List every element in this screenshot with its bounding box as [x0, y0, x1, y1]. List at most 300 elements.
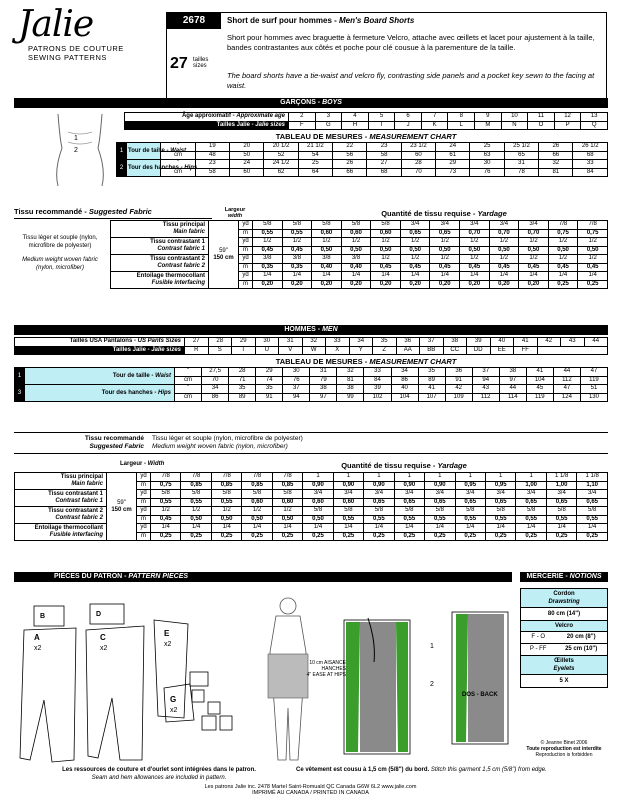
measure-cell: 24 — [230, 160, 264, 169]
yardage-cell: 1/2 — [151, 507, 181, 516]
men-hips-label — [25, 385, 175, 402]
metre-cell: 0,50 — [489, 246, 519, 255]
boys-fabric-name — [111, 255, 209, 272]
yardage-cell: 1/4 — [489, 272, 519, 281]
metre-cell: 0,20 — [489, 280, 519, 289]
yardage-cell: 1/4 — [211, 524, 241, 533]
yardage-cell: 3/8 — [253, 255, 283, 264]
boys-width-cell — [209, 221, 239, 289]
size-cell: J — [395, 121, 422, 130]
measure-cell: 78 — [504, 168, 538, 177]
measure-cell: 38 — [499, 368, 526, 377]
unit-m: m — [239, 263, 253, 272]
measure-cell: 20 — [230, 143, 264, 152]
boys-fabric-title — [14, 207, 212, 219]
fabric-fr: Tissu contrastant 1 — [150, 239, 205, 245]
age-cell: 6 — [395, 113, 422, 122]
yardage-cell: 1/4 — [430, 272, 460, 281]
piece-h-shape — [190, 672, 208, 686]
measure-cell: 29 — [256, 368, 283, 377]
yardage-cell: 5/8 — [394, 507, 424, 516]
measure-cell: 35 — [256, 385, 283, 394]
metre-cell: 1,10 — [577, 481, 608, 490]
unit-cm: cm — [161, 151, 195, 160]
unit-in: " — [175, 385, 202, 394]
men-fabric-label — [14, 435, 144, 451]
description-fr: Short pour hommes avec braguette à fermeture Velcro, attache avec œillets et lacet pour ajustement à la taille, bandes contrastantes aux côtés et poche pour clé cousue à la parementure de la taille. — [227, 33, 595, 52]
metre-cell: 0,60 — [272, 498, 302, 507]
yardage-cell: 3/4 — [333, 490, 363, 499]
yardage-cell: 3/4 — [577, 490, 608, 499]
yardage-cell: 1/4 — [341, 272, 371, 281]
metre-cell: 0,55 — [485, 515, 515, 524]
metre-cell: 0,40 — [312, 263, 342, 272]
yardage-cell: 1/2 — [341, 238, 371, 247]
metre-cell: 0,70 — [519, 229, 549, 238]
yardage-cell: 1/2 — [282, 238, 312, 247]
unit-cm: cm — [175, 376, 202, 385]
yardage-cell: 1/2 — [253, 238, 283, 247]
measure-cell: 58 — [367, 151, 401, 160]
size-cell: FF — [514, 346, 538, 355]
yardage-cell: 7/8 — [181, 473, 211, 482]
metre-cell: 0,55 — [181, 498, 211, 507]
men-chart-title — [124, 357, 608, 367]
yardage-cell: 7/8 — [548, 221, 578, 230]
metre-cell: 0,65 — [400, 229, 430, 238]
measure-cell: 89 — [418, 376, 445, 385]
us-size-cell: 44 — [584, 338, 608, 347]
measure-cell: 47 — [553, 385, 580, 394]
measure-cell: 26 — [539, 143, 573, 152]
measure-cell: 25 — [298, 160, 332, 169]
svg-text:x2: x2 — [100, 645, 108, 652]
yardage-cell: 1/2 — [181, 507, 211, 516]
measure-cell: 44 — [553, 368, 580, 377]
measure-cell: 104 — [526, 376, 553, 385]
metre-cell: 0,55 — [577, 515, 608, 524]
measure-cell: 68 — [367, 168, 401, 177]
copyright-text: © Jeanne Binet 2006 — [540, 740, 588, 746]
yardage-cell: 1/4 — [181, 524, 211, 533]
piece-c-shape — [86, 626, 144, 760]
measure-cell: 109 — [445, 393, 472, 402]
metre-cell: 0,55 — [333, 515, 363, 524]
unit-in: " — [161, 160, 195, 169]
size-cell: S — [208, 346, 232, 355]
drawstring-en: Drawstring — [548, 599, 580, 605]
measure-number-2: 2 — [117, 160, 127, 177]
seam-en: Seam and hem allowances are included in pattern. — [91, 775, 227, 781]
boys-fabric-row-yd — [111, 221, 608, 230]
velcro-fo-label: F - O — [531, 634, 546, 640]
piece-g-shape — [164, 684, 194, 722]
metre-cell: 0,50 — [211, 515, 241, 524]
yardage-cell: 1/4 — [272, 524, 302, 533]
us-size-cell: 32 — [302, 338, 326, 347]
boys-fabric-name — [111, 238, 209, 255]
unit-yd: yd — [137, 524, 151, 533]
yardage-cell: 1/2 — [519, 255, 549, 264]
size-cell: BB — [420, 346, 444, 355]
pieces-bar-fill — [254, 572, 512, 582]
drawstring-value: 80 cm (14") — [521, 607, 607, 620]
metre-cell: 0,45 — [282, 246, 312, 255]
measure-cell: 19 — [195, 143, 229, 152]
yardage-cell: 1/4 — [312, 272, 342, 281]
measure-cell: 24 1/2 — [264, 160, 298, 169]
measure-cell: 36 — [445, 368, 472, 377]
metre-cell: 0,90 — [364, 481, 394, 490]
unit-yd: yd — [137, 507, 151, 516]
men-fabric-desc — [152, 435, 303, 451]
measure-cell: 114 — [499, 393, 526, 402]
copyright — [520, 740, 608, 758]
metre-cell: 0,55 — [211, 498, 241, 507]
metre-cell: 1,00 — [546, 481, 576, 490]
width-in: 59" — [117, 499, 126, 506]
sizes-label-fr: tailles — [193, 57, 209, 63]
yardage-cell: 1/4 — [253, 272, 283, 281]
measure-cell: 94 — [283, 393, 310, 402]
measure-cell: 48 — [195, 151, 229, 160]
metre-cell: 0,85 — [181, 481, 211, 490]
fabric-en: Main fabric — [71, 481, 103, 487]
yardage-cell: 1/2 — [578, 238, 608, 247]
boys-fabric-desc — [14, 234, 106, 272]
measure-cell: 86 — [202, 393, 229, 402]
measure-cell: 76 — [470, 168, 504, 177]
piece-l-shape — [220, 716, 232, 730]
metre-cell: 0,70 — [489, 229, 519, 238]
pieces-bar-fr: PIÈCES DU PATRON - — [54, 573, 129, 580]
men-bar — [14, 325, 608, 335]
yardage-cell: 3/4 — [364, 490, 394, 499]
men-jalie-sizes-label — [15, 346, 185, 355]
eyelets-en: Eyelets — [553, 666, 575, 672]
fabric-en: Contrast fabric 2 — [157, 263, 205, 269]
yardage-cell: 5/8 — [425, 507, 455, 516]
age-cell: 12 — [554, 113, 581, 122]
metre-cell: 0,45 — [371, 263, 401, 272]
metre-cell: 0,75 — [151, 481, 181, 490]
fabric-en: Main fabric — [173, 229, 205, 235]
men-hips-label-en: Hips — [157, 389, 171, 396]
measure-cell: 28 — [401, 160, 435, 169]
measure-cell: 76 — [283, 376, 310, 385]
yardage-cell: 1/4 — [460, 272, 490, 281]
boys-hips-label-fr: Tour des hanches - — [128, 164, 185, 171]
measure-cell: 30 — [283, 368, 310, 377]
metre-cell: 0,20 — [430, 280, 460, 289]
metre-cell: 0,85 — [242, 481, 272, 490]
metre-cell: 0,25 — [394, 532, 424, 541]
us-size-cell: 35 — [373, 338, 397, 347]
yardage-cell: 1/2 — [430, 238, 460, 247]
metre-cell: 0,45 — [430, 263, 460, 272]
measure-cell: 81 — [337, 376, 364, 385]
yardage-cell: 1/4 — [394, 524, 424, 533]
yardage-cell: 7/8 — [211, 473, 241, 482]
us-size-cell: 34 — [349, 338, 373, 347]
metre-cell: 0,40 — [341, 263, 371, 272]
measure-cell: 26 1/2 — [573, 143, 608, 152]
size-cell: K — [421, 121, 448, 130]
yardage-cell: 1/2 — [460, 238, 490, 247]
measure-cell: 21 1/2 — [298, 143, 332, 152]
men-fabric-name — [15, 473, 107, 490]
unit-yd: yd — [239, 255, 253, 264]
fabric-en: Fusible interfacing — [151, 280, 205, 286]
size-cell: O — [528, 121, 555, 130]
fabric-fr: Tissu contrastant 1 — [48, 491, 103, 497]
measure-cell: 64 — [298, 168, 332, 177]
men-width-label-fr: Largeur - — [120, 461, 148, 467]
measure-cell: 66 — [333, 168, 367, 177]
size-cell: T — [232, 346, 256, 355]
us-sizes-label — [15, 338, 185, 347]
measure-cell: 29 — [436, 160, 470, 169]
unit-yd: yd — [239, 238, 253, 247]
men-measurement-table — [14, 367, 608, 402]
velcro-fo-value: 20 cm (8") — [566, 634, 596, 640]
measure-cell: 130 — [580, 393, 607, 402]
metre-cell: 0,45 — [548, 263, 578, 272]
metre-cell: 0,25 — [516, 532, 546, 541]
us-size-cell: 42 — [537, 338, 561, 347]
fabric-en: Contrast fabric 2 — [55, 515, 103, 521]
yardage-cell: 7/8 — [151, 473, 181, 482]
size-cell: W — [302, 346, 326, 355]
boys-yardage-table — [110, 220, 608, 289]
boys-fabric-row-yd — [111, 238, 608, 247]
measure-cell: 40 — [391, 385, 418, 394]
men-waist-label-en: Waist — [155, 372, 171, 379]
brand-sub-en: SEWING PATTERNS — [28, 53, 107, 62]
measure-cell: 112 — [472, 393, 499, 402]
men-fabric-label-fr: Tissu recommandé — [84, 435, 144, 442]
size-cell: L — [448, 121, 475, 130]
measure-cell: 41 — [526, 368, 553, 377]
measure-number-3: 3 — [15, 385, 25, 402]
age-cell: 11 — [528, 113, 555, 122]
metre-cell: 0,65 — [455, 498, 485, 507]
yardage-cell: 1/4 — [577, 524, 608, 533]
velcro-row-2 — [521, 643, 607, 655]
boys-fabric-name — [111, 272, 209, 289]
men-yardage-en: Yardage — [437, 461, 467, 470]
boys-width-label — [222, 207, 248, 219]
yardage-cell: 1/4 — [425, 524, 455, 533]
men-size-table — [14, 337, 608, 355]
metre-cell: 0,45 — [400, 263, 430, 272]
svg-text:x2: x2 — [34, 645, 42, 652]
metre-cell: 0,55 — [425, 515, 455, 524]
measure-cell: 34 — [202, 385, 229, 394]
yardage-cell: 1 — [333, 473, 363, 482]
measure-cell: 47 — [580, 368, 607, 377]
age-cell: 3 — [315, 113, 342, 122]
yardage-cell: 3/4 — [516, 490, 546, 499]
velcro-pff-value: 25 cm (10") — [565, 646, 598, 652]
measure-cell: 20 1/2 — [264, 143, 298, 152]
men-yardage-fr: Quantité de tissu requise - — [341, 461, 438, 470]
unit-m: m — [239, 280, 253, 289]
yardage-cell: 5/8 — [151, 490, 181, 499]
mark-1-label: 1 — [430, 643, 434, 650]
boys-bar-fr: GARÇONS - — [280, 99, 323, 106]
metre-cell: 0,50 — [242, 515, 272, 524]
metre-cell: 0,90 — [333, 481, 363, 490]
yardage-cell: 1/4 — [242, 524, 272, 533]
yardage-cell: 1/2 — [312, 238, 342, 247]
fabric-fr: Entoilage thermocollant — [34, 525, 103, 531]
stitch-note — [296, 766, 606, 774]
brand-logo — [18, 6, 136, 74]
age-cell: 5 — [368, 113, 395, 122]
svg-text:C: C — [100, 633, 106, 642]
boys-hips-label-en: Hips — [184, 164, 198, 171]
measure-cell: 97 — [499, 376, 526, 385]
fabric-fr: Tissu principal — [60, 474, 103, 480]
measure-cell: 37 — [283, 385, 310, 394]
board-shorts-illustration — [256, 592, 516, 768]
metre-cell: 0,55 — [253, 229, 283, 238]
size-cell: R — [185, 346, 209, 355]
yardage-cell: 1 1/8 — [577, 473, 608, 482]
boys-waist-label-fr: Tour de taille - — [128, 147, 171, 154]
yardage-cell: 5/8 — [371, 221, 401, 230]
yardage-cell: 1/2 — [211, 507, 241, 516]
boys-fabric-title-en: Suggested Fabric — [88, 207, 152, 216]
metre-cell: 0,50 — [181, 515, 211, 524]
rights-en: Reproduction is forbidden — [535, 752, 593, 758]
age-cell: 4 — [342, 113, 369, 122]
yardage-cell: 5/8 — [455, 507, 485, 516]
metre-cell: 0,20 — [341, 280, 371, 289]
yardage-cell: 1 — [516, 473, 546, 482]
yardage-cell: 1/2 — [548, 238, 578, 247]
yardage-cell: 1/2 — [430, 255, 460, 264]
metre-cell: 0,25 — [303, 532, 333, 541]
age-cell: 10 — [501, 113, 528, 122]
measure-cell: 60 — [230, 168, 264, 177]
rights-fr: Toute reproduction est interdite — [526, 746, 602, 752]
yardage-cell: 1/2 — [578, 255, 608, 264]
yardage-cell: 5/8 — [272, 490, 302, 499]
size-cell: G — [315, 121, 342, 130]
measure-cell: 124 — [553, 393, 580, 402]
yardage-cell: 1/2 — [400, 238, 430, 247]
jalie-sizes-label-en: Jalie sizes — [255, 121, 285, 128]
svg-text:1: 1 — [74, 135, 78, 142]
boys-yardage-title — [280, 209, 608, 218]
title-fr: Short de surf pour hommes - — [227, 16, 340, 25]
yardage-cell: 3/4 — [485, 490, 515, 499]
us-size-cell: 29 — [232, 338, 256, 347]
unit-cm: cm — [161, 168, 195, 177]
metre-cell: 0,25 — [485, 532, 515, 541]
us-size-cell: 38 — [443, 338, 467, 347]
boys-width-label-fr: Largeur — [224, 207, 246, 213]
unit-m: m — [137, 532, 151, 541]
yardage-cell: 1/2 — [272, 507, 302, 516]
yardage-cell: 1/2 — [400, 255, 430, 264]
measure-cell: 23 1/2 — [401, 143, 435, 152]
boys-yardage-en: Yardage — [477, 209, 507, 218]
yardage-cell: 5/8 — [485, 507, 515, 516]
men-hips-label-fr: Tour des hanches - — [101, 389, 158, 396]
boys-chart-title-fr: TABLEAU DE MESURES - — [275, 132, 370, 141]
measure-cell: 22 — [333, 143, 367, 152]
sizes-label — [193, 57, 208, 69]
unit-m: m — [137, 515, 151, 524]
yardage-cell: 1/4 — [151, 524, 181, 533]
description-en: The board shorts have a tie-waist and velcro fly, contrasting side panels and a pocket key sewn to the facing at waist. — [227, 71, 595, 90]
header-box — [166, 12, 607, 106]
us-size-cell: 43 — [561, 338, 585, 347]
boys-age-row — [125, 113, 608, 122]
size-cell: I — [368, 121, 395, 130]
metre-cell: 0,65 — [394, 498, 424, 507]
size-cell: X — [326, 346, 350, 355]
measure-cell: 102 — [364, 393, 391, 402]
metre-cell: 0,20 — [460, 280, 490, 289]
size-cell: H — [342, 121, 369, 130]
metre-cell: 0,85 — [272, 481, 302, 490]
ease-fr: 10 cm AISANCE HANCHES — [309, 660, 346, 672]
pieces-bar-en: PATTERN PIECES — [128, 573, 189, 580]
fabric-fr: Tissu principal — [162, 222, 205, 228]
age-cell: 7 — [421, 113, 448, 122]
yardage-cell: 3/8 — [282, 255, 312, 264]
measure-cell: 23 — [195, 160, 229, 169]
metre-cell: 0,25 — [546, 532, 576, 541]
metre-cell: 0,25 — [425, 532, 455, 541]
boy-figure-icon — [40, 110, 120, 188]
drawstring-fr: Cordon — [553, 591, 575, 597]
boys-fabric-name — [111, 221, 209, 238]
us-sizes-label-en: US Pants Sizes — [137, 338, 181, 345]
metre-cell: 0,45 — [253, 246, 283, 255]
us-size-cell: 28 — [208, 338, 232, 347]
fabric-en: Contrast fabric 1 — [55, 498, 103, 504]
svg-text:2: 2 — [74, 147, 78, 154]
yardage-cell: 1 — [485, 473, 515, 482]
metre-cell: 0,50 — [460, 246, 490, 255]
metre-cell: 0,25 — [578, 280, 608, 289]
yardage-cell: 3/4 — [425, 490, 455, 499]
metre-cell: 0,45 — [460, 263, 490, 272]
unit-yd: yd — [239, 272, 253, 281]
measure-number-1: 1 — [117, 143, 127, 160]
us-size-cell: 33 — [326, 338, 350, 347]
boys-fabric-row-yd — [111, 272, 608, 281]
metre-cell: 0,50 — [341, 246, 371, 255]
men-fabric-row-yd — [15, 507, 608, 516]
metre-cell: 0,50 — [312, 246, 342, 255]
men-chart-title-fr: TABLEAU DE MESURES - — [275, 357, 370, 366]
metre-cell: 0,20 — [282, 280, 312, 289]
metre-cell: 0,50 — [400, 246, 430, 255]
svg-text:B: B — [40, 613, 46, 620]
brand-sub-fr: PATRONS DE COUTURE — [28, 44, 124, 53]
size-cell-empty — [537, 346, 608, 355]
measure-cell: 91 — [445, 376, 472, 385]
metre-cell: 0,50 — [548, 246, 578, 255]
boys-waist-row-in — [117, 143, 608, 152]
piece-k-shape — [202, 716, 216, 730]
